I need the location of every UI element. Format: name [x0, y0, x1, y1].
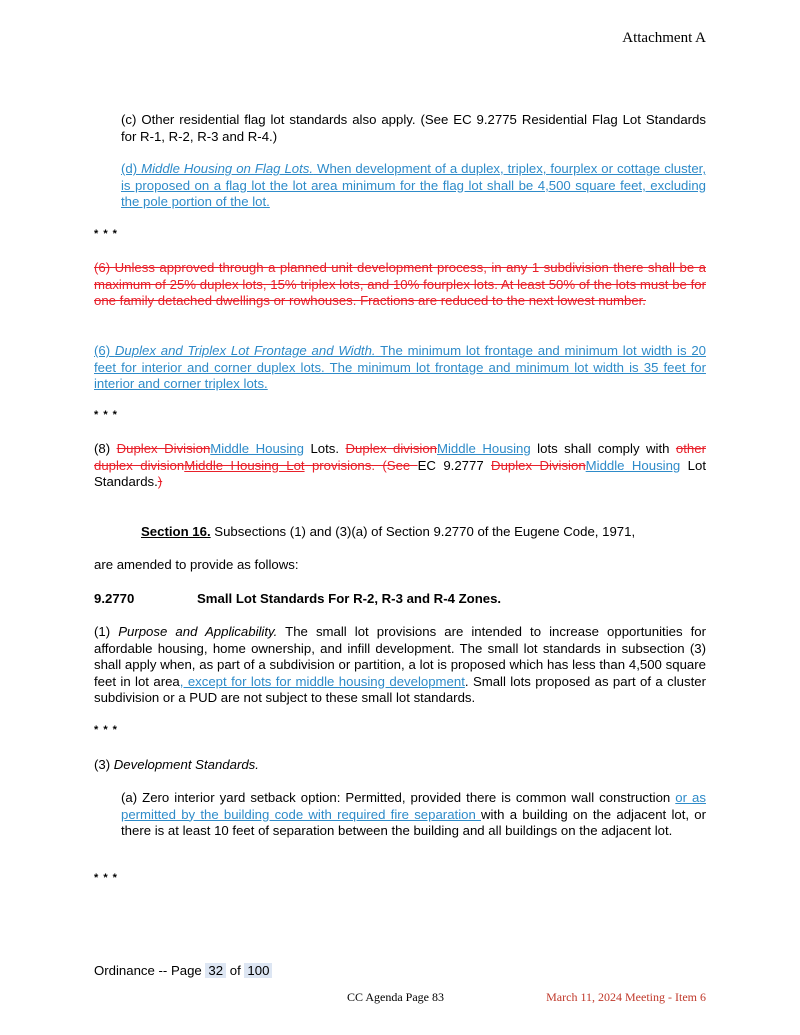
subsection3a-paragraph [121, 790, 706, 840]
item8-inserted-1: Middle Housing [210, 441, 304, 456]
flag-lot-d-label: (d) [121, 161, 142, 176]
subsection3a-text1: (a) Zero interior yard setback option: Permitted, provided there is common wall construction [121, 790, 676, 805]
item8-inserted-4: Middle Housing [585, 457, 681, 473]
section16-line1 [141, 524, 706, 541]
subsection3-heading [94, 757, 706, 774]
item6-title: Duplex and Triplex Lot Frontage and Width. [114, 343, 376, 358]
agenda-page-label: CC Agenda Page 83 [347, 990, 444, 1004]
section-9-2770-heading [94, 591, 706, 608]
subsection1-text1: The small lot provisions are intended to increase opportunities for affordable housing, home ownership, and infill development. The small lot standards in subsection (3) shall apply when, as part of a subdivision or partition, a lot is proposed which has less than 4,500 square feet in lot area [94, 624, 707, 689]
section-title: Small Lot Standards For R-2, R-3 and R-4 Zones. [197, 591, 502, 606]
item8-deleted-5: Duplex Division [491, 457, 586, 473]
item8-label: (8) [94, 441, 117, 456]
subsection3a-text2: with a building on the adjacent lot, or there is at least 10 feet of separation between the building and all buildings on the adjacent lot. [121, 806, 706, 838]
flag-lot-d-title: Middle Housing on Flag Lots. [141, 161, 314, 176]
page-number: 32 [205, 963, 226, 978]
ordinance-label: Ordinance -- Page [94, 963, 206, 978]
item8-text-5: Lot Standards. [94, 457, 706, 489]
item8-deleted-6: ) [157, 474, 163, 489]
section16-label: Section 16. [141, 524, 211, 539]
item8-text-2: Lots. [303, 441, 346, 456]
subsection3-title: Development Standards. [113, 757, 259, 772]
ordinance-page-footer [94, 963, 272, 978]
section-break-stars: * * * [94, 872, 118, 884]
flag-lot-d-paragraph [121, 161, 706, 211]
subsection1-label: (1) [94, 624, 119, 639]
of-label: of [226, 963, 245, 978]
item8-deleted-1: Duplex Division [116, 441, 211, 456]
subsection1-text2: . Small lots proposed as part of a cluster subdivision or a PUD are not subject to these small lot standards. [94, 673, 706, 705]
item6-new-paragraph [94, 343, 706, 393]
flag-lot-d-text: When development of a duplex, triplex, fourplex or cottage cluster, is proposed on a flag lot the lot area minimum for the flag lot shall be 4,500 square feet, excluding the pole portion of the lot. [121, 161, 706, 209]
item8-text-4: EC 9.2777 [417, 457, 492, 473]
item8-inserted-3: Middle Housing Lot [184, 457, 305, 473]
subsection3a-inserted: or as permitted by the building code with required fire separation [121, 790, 706, 822]
item8-inserted-2: Middle Housing [437, 441, 531, 456]
item8-text-3: lots shall comply with [530, 441, 676, 456]
total-pages: 100 [244, 963, 272, 978]
subsection1-inserted: , except for lots for middle housing development [179, 673, 465, 689]
item6-deleted-paragraph: (6) Unless approved through a planned unit development process, in any 1 subdivision there shall be a maximum of 25% duplex lots, 15% triplex lots, and 10% fourplex lots. At least 50% of the lots must be for one family detached dwellings or rowhouses. Fractions are reduced to the next lowest number. [94, 260, 706, 308]
meeting-label: March 11, 2024 Meeting - Item 6 [546, 990, 706, 1004]
flag-lot-c-paragraph: (c) Other residential flag lot standards also apply. (See EC 9.2775 Residential Flag Lot Standards for R-1, R-2, R-3 and R-4.) [121, 112, 706, 144]
attachment-label: Attachment A [622, 30, 706, 46]
section-number: 9.2770 [94, 591, 135, 606]
section16-text1: Subsections (1) and (3)(a) of Section 9.2770 of the Eugene Code, 1971, [210, 524, 636, 539]
subsection1-title: Purpose and Applicability. [118, 624, 278, 639]
subsection1-paragraph [94, 624, 706, 707]
section-break-stars: * * * [94, 724, 118, 736]
section-break-stars: * * * [94, 409, 118, 421]
item8-paragraph [94, 441, 706, 491]
subsection3-label: (3) [94, 757, 114, 772]
item6-text: The minimum lot frontage and minimum lot width is 20 feet for interior and corner duplex lots. The minimum lot frontage and minimum lot width is 35 feet for interior and corner triplex lots. [94, 343, 707, 391]
section16-line2: are amended to provide as follows: [94, 557, 299, 572]
item8-deleted-2: Duplex division [345, 441, 438, 456]
item6-label: (6) [94, 343, 115, 358]
item8-deleted-4: provisions. (See [304, 457, 418, 473]
item8-deleted-3: other duplex division [94, 441, 706, 473]
section-break-stars: * * * [94, 228, 118, 240]
